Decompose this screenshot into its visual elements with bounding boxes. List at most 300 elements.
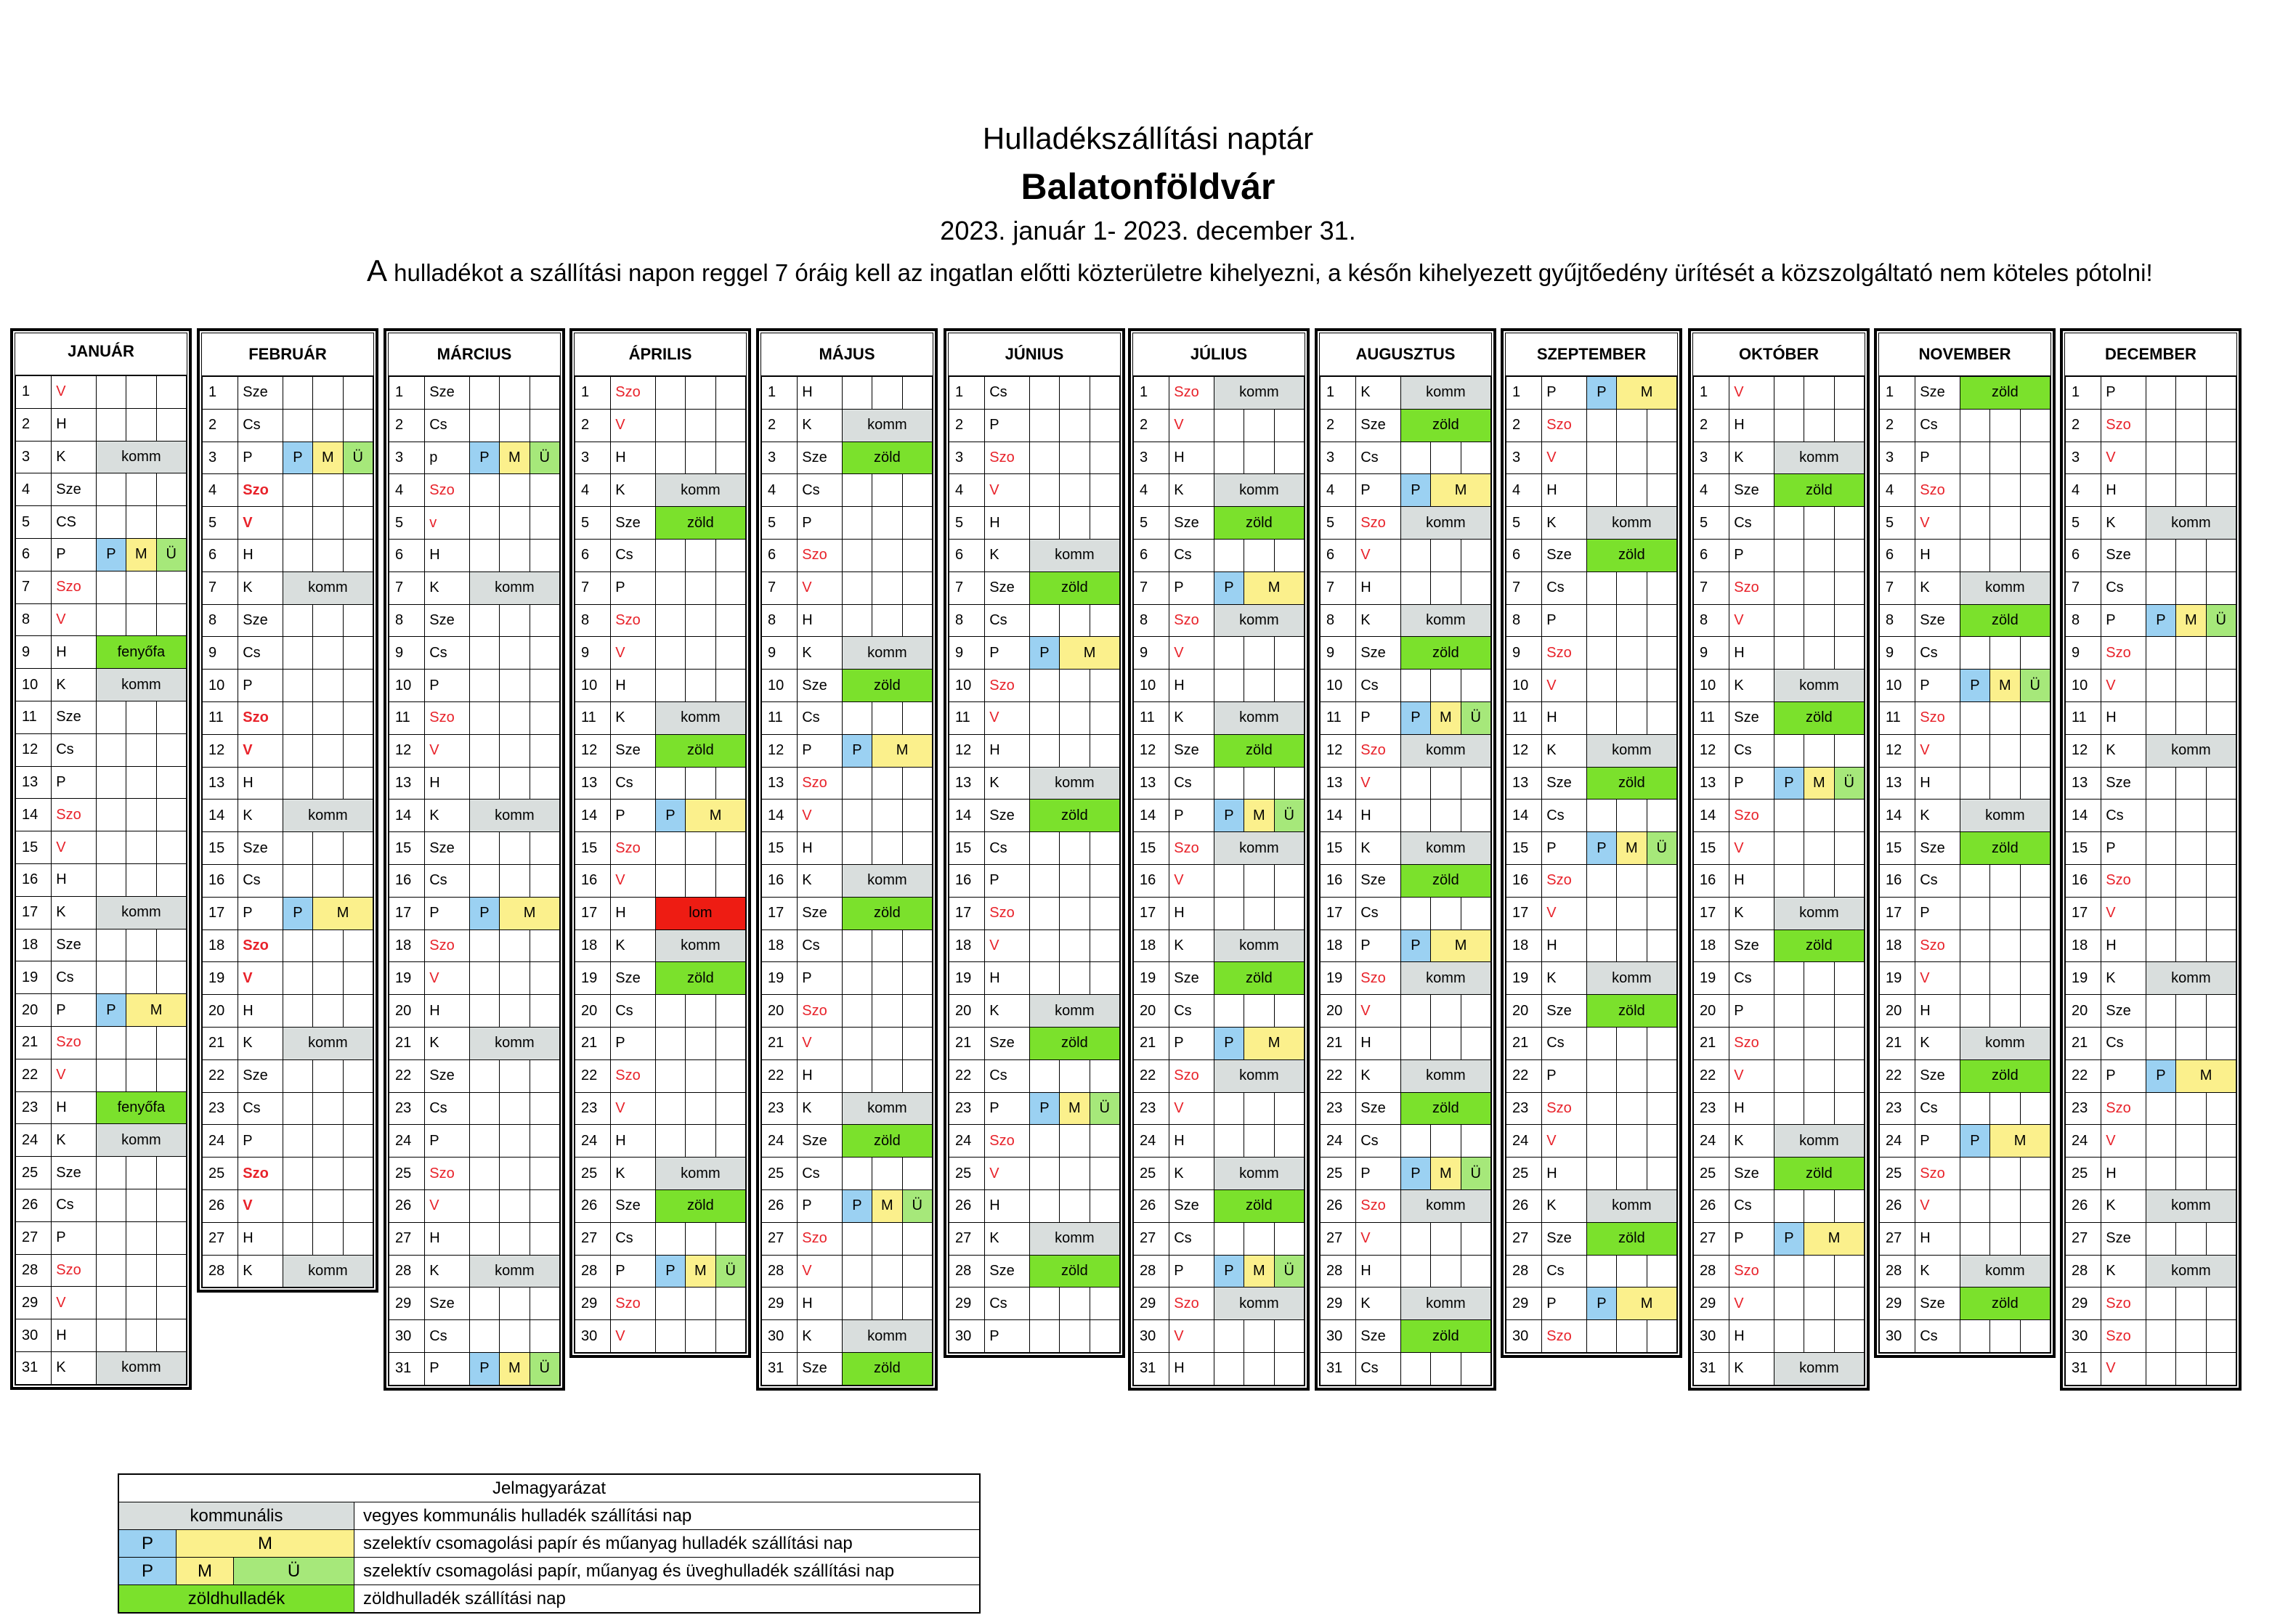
calendar-title: Hulladékszállítási naptár: [982, 121, 1314, 155]
empty-cell: [156, 603, 186, 636]
empty-cell: [872, 604, 902, 637]
empty-cell: [343, 1125, 373, 1158]
day-number: 12: [389, 734, 425, 767]
weekday: K: [1356, 1059, 1401, 1092]
empty-cell: [469, 734, 499, 767]
day-number: 13: [203, 767, 238, 800]
empty-cell: [156, 473, 186, 506]
empty-cell: [2206, 1158, 2236, 1190]
day-number: 13: [575, 767, 611, 800]
day-number: 21: [1321, 1027, 1356, 1059]
day-number: 5: [2066, 507, 2101, 540]
empty-cell: [500, 507, 530, 540]
day-number: 30: [1880, 1320, 1915, 1353]
day-row: [389, 1287, 560, 1320]
empty-cell: [1274, 864, 1304, 897]
empty-cell: [1090, 962, 1119, 995]
notice-body: hulladékot a szállítási napon reggel 7 óráig kell az ingatlan előtti közterületre kihelyezni, a későn kihelyezett gyűjtőedény ürítését a közszolgáltató nem köteles pótolni!: [387, 259, 2153, 286]
day-number: 26: [16, 1189, 52, 1221]
paper-pickup: P: [1586, 1287, 1616, 1320]
day-number: 31: [1134, 1352, 1169, 1385]
empty-cell: [1834, 539, 1864, 571]
komm-pickup: komm: [283, 571, 373, 604]
empty-cell: [902, 962, 932, 995]
day-number: 21: [949, 1027, 985, 1059]
empty-cell: [500, 1320, 530, 1353]
empty-cell: [1804, 377, 1834, 410]
day-number: 19: [762, 962, 798, 995]
day-row: [1880, 767, 2050, 800]
day-row: [2066, 409, 2236, 442]
day-row: [949, 995, 1120, 1028]
day-number: 22: [575, 1059, 611, 1092]
weekday: K: [611, 929, 656, 962]
weekday: Szo: [1915, 474, 1960, 507]
day-row: [16, 1254, 187, 1287]
komm-pickup: komm: [1214, 832, 1304, 865]
month-11: [1874, 328, 2056, 1358]
day-number: 24: [1694, 1125, 1729, 1158]
plastic-pickup: M: [500, 1352, 530, 1385]
empty-cell: [902, 1027, 932, 1059]
empty-cell: [715, 1092, 745, 1125]
empty-cell: [530, 701, 559, 734]
empty-cell: [343, 1189, 373, 1222]
empty-cell: [872, 507, 902, 540]
empty-cell: [96, 766, 126, 799]
day-number: 16: [1506, 864, 1542, 897]
day-number: 3: [762, 442, 798, 474]
empty-cell: [2146, 800, 2175, 832]
weekday: Sze: [611, 1189, 656, 1222]
day-row: [389, 1059, 560, 1092]
day-row: [1694, 800, 1865, 832]
empty-cell: [715, 604, 745, 637]
komm-pickup: komm: [283, 1027, 373, 1059]
empty-cell: [1834, 507, 1864, 540]
legend-swatch-u: Ü: [234, 1558, 354, 1585]
day-row: [1694, 1059, 1865, 1092]
empty-cell: [1431, 670, 1461, 702]
weekday: V: [1169, 637, 1214, 670]
day-row: [949, 864, 1120, 897]
empty-cell: [902, 929, 932, 962]
empty-cell: [1461, 539, 1490, 571]
weekday: Szo: [985, 670, 1030, 702]
empty-cell: [902, 995, 932, 1028]
day-number: 11: [1880, 701, 1915, 734]
green-pickup: zöld: [1214, 962, 1304, 995]
empty-cell: [500, 377, 530, 410]
empty-cell: [343, 962, 373, 995]
day-number: 31: [389, 1352, 425, 1385]
day-row: [2066, 734, 2236, 767]
empty-cell: [715, 571, 745, 604]
komm-pickup: komm: [842, 1092, 932, 1125]
empty-cell: [1804, 995, 1834, 1028]
empty-cell: [1647, 800, 1676, 832]
empty-cell: [1461, 1027, 1490, 1059]
weekday: H: [1542, 474, 1587, 507]
day-row: [762, 734, 933, 767]
empty-cell: [686, 1320, 715, 1353]
weekday: Sze: [1915, 604, 1960, 637]
day-row: [389, 1189, 560, 1222]
empty-cell: [1647, 1320, 1676, 1353]
empty-cell: [156, 766, 186, 799]
day-row: [1506, 1287, 1677, 1320]
empty-cell: [1774, 571, 1804, 604]
weekday: Cs: [1356, 897, 1401, 929]
empty-cell: [126, 1221, 156, 1254]
day-row: [16, 473, 187, 506]
empty-cell: [1774, 604, 1804, 637]
empty-cell: [1400, 1027, 1430, 1059]
day-number: 1: [2066, 377, 2101, 410]
empty-cell: [1214, 1125, 1244, 1158]
day-number: 6: [575, 539, 611, 571]
day-number: 21: [1694, 1027, 1729, 1059]
empty-cell: [1029, 1059, 1059, 1092]
day-number: 13: [762, 767, 798, 800]
empty-cell: [500, 539, 530, 571]
empty-cell: [1774, 1320, 1804, 1353]
green-pickup: zöld: [1400, 1092, 1490, 1125]
month-3: [384, 328, 565, 1391]
day-row: [1506, 1189, 1677, 1222]
day-row: [389, 409, 560, 442]
day-number: 18: [1506, 929, 1542, 962]
empty-cell: [1029, 1287, 1059, 1320]
empty-cell: [1960, 637, 1989, 670]
weekday: H: [985, 734, 1030, 767]
empty-cell: [1960, 1092, 1989, 1125]
day-row: [1321, 1352, 1491, 1385]
day-row: [1880, 571, 2050, 604]
weekday: P: [798, 734, 843, 767]
empty-cell: [96, 799, 126, 831]
day-number: 18: [762, 929, 798, 962]
weekday: P: [611, 1027, 656, 1059]
weekday: H: [238, 995, 283, 1028]
empty-cell: [469, 1287, 499, 1320]
empty-cell: [1960, 701, 1989, 734]
day-row: [575, 409, 746, 442]
weekday: P: [1542, 1287, 1587, 1320]
day-number: 12: [1134, 734, 1169, 767]
day-row: [762, 409, 933, 442]
day-number: 19: [575, 962, 611, 995]
day-number: 3: [1134, 442, 1169, 474]
day-row: [1880, 1027, 2050, 1059]
empty-cell: [2020, 1189, 2050, 1222]
weekday: Szo: [1542, 409, 1587, 442]
weekday: Cs: [1542, 571, 1587, 604]
day-number: 13: [1506, 767, 1542, 800]
empty-cell: [1090, 1287, 1119, 1320]
empty-cell: [842, 929, 872, 962]
day-row: [389, 670, 560, 702]
empty-cell: [500, 734, 530, 767]
empty-cell: [156, 701, 186, 733]
weekday: Cs: [1729, 962, 1774, 995]
weekday: Cs: [425, 409, 470, 442]
day-number: 7: [1321, 571, 1356, 604]
day-row: [575, 734, 746, 767]
empty-cell: [1060, 507, 1090, 540]
empty-cell: [1804, 1189, 1834, 1222]
day-number: 11: [762, 701, 798, 734]
weekday: P: [238, 1125, 283, 1158]
day-row: [389, 701, 560, 734]
weekday: P: [2101, 1059, 2146, 1092]
empty-cell: [1060, 1125, 1090, 1158]
day-number: 8: [1321, 604, 1356, 637]
day-row: [1134, 767, 1305, 800]
weekday: Szo: [2101, 637, 2146, 670]
day-row: [575, 701, 746, 734]
weekday: Cs: [1169, 767, 1214, 800]
empty-cell: [1214, 670, 1244, 702]
day-number: 15: [762, 832, 798, 865]
weekday: V: [425, 962, 470, 995]
komm-pickup: komm: [1214, 1059, 1304, 1092]
weekday: V: [1356, 995, 1401, 1028]
day-number: 17: [203, 897, 238, 929]
empty-cell: [902, 1158, 932, 1190]
day-row: [1321, 962, 1491, 995]
empty-cell: [872, 929, 902, 962]
day-row: [1321, 637, 1491, 670]
day-row: [2066, 995, 2236, 1028]
weekday: H: [1729, 1092, 1774, 1125]
weekday: Sze: [52, 701, 97, 733]
day-row: [1321, 832, 1491, 865]
weekday: V: [1356, 767, 1401, 800]
day-number: 2: [1321, 409, 1356, 442]
weekday: Cs: [1915, 1092, 1960, 1125]
paper-pickup: P: [842, 1189, 872, 1222]
weekday: Szo: [425, 1158, 470, 1190]
day-number: 9: [1321, 637, 1356, 670]
day-number: 27: [389, 1222, 425, 1255]
empty-cell: [2206, 377, 2236, 410]
day-row: [575, 442, 746, 474]
weekday: H: [2101, 1158, 2146, 1190]
empty-cell: [2176, 800, 2206, 832]
day-row: [762, 539, 933, 571]
weekday: Sze: [1915, 1287, 1960, 1320]
empty-cell: [1617, 800, 1647, 832]
empty-cell: [872, 474, 902, 507]
empty-cell: [715, 442, 745, 474]
day-row: [389, 442, 560, 474]
empty-cell: [1990, 1320, 2020, 1353]
day-number: 16: [1321, 864, 1356, 897]
day-number: 14: [1694, 800, 1729, 832]
empty-cell: [1647, 1027, 1676, 1059]
weekday: Szo: [238, 701, 283, 734]
day-number: 14: [1506, 800, 1542, 832]
weekday: H: [52, 1091, 97, 1124]
day-number: 27: [1880, 1222, 1915, 1255]
empty-cell: [1431, 442, 1461, 474]
empty-cell: [1214, 442, 1244, 474]
empty-cell: [1244, 1092, 1274, 1125]
weekday: V: [798, 1255, 843, 1287]
day-row: [2066, 571, 2236, 604]
empty-cell: [842, 474, 872, 507]
day-row: [389, 864, 560, 897]
empty-cell: [1586, 409, 1616, 442]
day-row: [2066, 1092, 2236, 1125]
day-row: [389, 571, 560, 604]
empty-cell: [1647, 474, 1676, 507]
weekday: P: [985, 409, 1030, 442]
empty-cell: [469, 637, 499, 670]
weekday: H: [1356, 1027, 1401, 1059]
weekday: Szo: [1356, 734, 1401, 767]
day-number: 28: [203, 1255, 238, 1287]
weekday: H: [798, 1287, 843, 1320]
empty-cell: [2146, 832, 2175, 865]
paper-pickup: P: [1400, 474, 1430, 507]
plastic-pickup: M: [1244, 571, 1305, 604]
day-row: [203, 409, 373, 442]
day-number: 29: [1694, 1287, 1729, 1320]
weekday: V: [1729, 377, 1774, 410]
green-pickup: zöld: [1774, 929, 1864, 962]
empty-cell: [2176, 864, 2206, 897]
day-row: [1880, 1320, 2050, 1353]
empty-cell: [902, 571, 932, 604]
weekday: H: [798, 377, 843, 410]
empty-cell: [686, 409, 715, 442]
day-row: [575, 539, 746, 571]
weekday: Sze: [985, 800, 1030, 832]
empty-cell: [1960, 734, 1989, 767]
weekday: Cs: [52, 961, 97, 994]
weekday: Szo: [611, 604, 656, 637]
empty-cell: [1060, 1059, 1090, 1092]
empty-cell: [686, 637, 715, 670]
day-row: [389, 474, 560, 507]
empty-cell: [1244, 409, 1274, 442]
weekday: P: [1729, 767, 1774, 800]
empty-cell: [1090, 1320, 1119, 1353]
day-number: 3: [389, 442, 425, 474]
weekday: Szo: [1169, 1287, 1214, 1320]
empty-cell: [1060, 409, 1090, 442]
weekday: K: [611, 1158, 656, 1190]
empty-cell: [1990, 1092, 2020, 1125]
glass-pickup: Ü: [1461, 1158, 1490, 1190]
empty-cell: [842, 1287, 872, 1320]
day-row: [949, 701, 1120, 734]
day-number: 2: [1880, 409, 1915, 442]
empty-cell: [842, 1222, 872, 1255]
empty-cell: [715, 832, 745, 865]
day-number: 15: [16, 831, 52, 864]
day-number: 2: [16, 408, 52, 441]
empty-cell: [1617, 1158, 1647, 1190]
empty-cell: [313, 1092, 343, 1125]
day-row: [1321, 409, 1491, 442]
weekday: K: [425, 800, 470, 832]
green-pickup: zöld: [1029, 1255, 1119, 1287]
day-number: 21: [1134, 1027, 1169, 1059]
empty-cell: [156, 733, 186, 766]
day-number: 6: [762, 539, 798, 571]
day-row: [762, 832, 933, 865]
empty-cell: [1029, 442, 1059, 474]
weekday: Cs: [611, 995, 656, 1028]
weekday: Cs: [1915, 1320, 1960, 1353]
empty-cell: [842, 767, 872, 800]
empty-cell: [156, 1254, 186, 1287]
komm-pickup: komm: [1774, 442, 1864, 474]
weekday: P: [425, 1125, 470, 1158]
empty-cell: [1617, 1255, 1647, 1287]
day-number: 9: [1694, 637, 1729, 670]
day-number: 16: [16, 863, 52, 896]
day-row: [1506, 474, 1677, 507]
empty-cell: [343, 670, 373, 702]
weekday: V: [611, 1320, 656, 1353]
day-row: [16, 733, 187, 766]
day-row: [2066, 1189, 2236, 1222]
weekday: V: [985, 1158, 1030, 1190]
glass-pickup: Ü: [2020, 670, 2050, 702]
empty-cell: [1647, 1158, 1676, 1190]
komm-pickup: komm: [1960, 1027, 2050, 1059]
weekday: V: [1915, 734, 1960, 767]
empty-cell: [2206, 670, 2236, 702]
komm-pickup: komm: [655, 701, 745, 734]
weekday: P: [1169, 800, 1214, 832]
empty-cell: [2206, 864, 2236, 897]
day-number: 16: [203, 864, 238, 897]
day-number: 9: [762, 637, 798, 670]
empty-cell: [1617, 1059, 1647, 1092]
day-row: [1880, 1092, 2050, 1125]
empty-cell: [313, 767, 343, 800]
weekday: H: [1169, 670, 1214, 702]
komm-pickup: komm: [1029, 539, 1119, 571]
day-row: [203, 377, 373, 410]
empty-cell: [1804, 734, 1834, 767]
day-row: [203, 767, 373, 800]
day-number: 23: [762, 1092, 798, 1125]
empty-cell: [1617, 1320, 1647, 1353]
empty-cell: [1060, 962, 1090, 995]
weekday: Sze: [2101, 1222, 2146, 1255]
weekday: Sze: [1356, 409, 1401, 442]
empty-cell: [1274, 1125, 1304, 1158]
day-row: [1694, 995, 1865, 1028]
day-row: [1880, 539, 2050, 571]
empty-cell: [343, 701, 373, 734]
day-number: 10: [1321, 670, 1356, 702]
day-row: [575, 1125, 746, 1158]
empty-cell: [283, 604, 312, 637]
empty-cell: [1244, 995, 1274, 1028]
empty-cell: [1647, 571, 1676, 604]
day-number: 9: [389, 637, 425, 670]
weekday: V: [238, 1189, 283, 1222]
weekday: Cs: [985, 1059, 1030, 1092]
empty-cell: [469, 701, 499, 734]
